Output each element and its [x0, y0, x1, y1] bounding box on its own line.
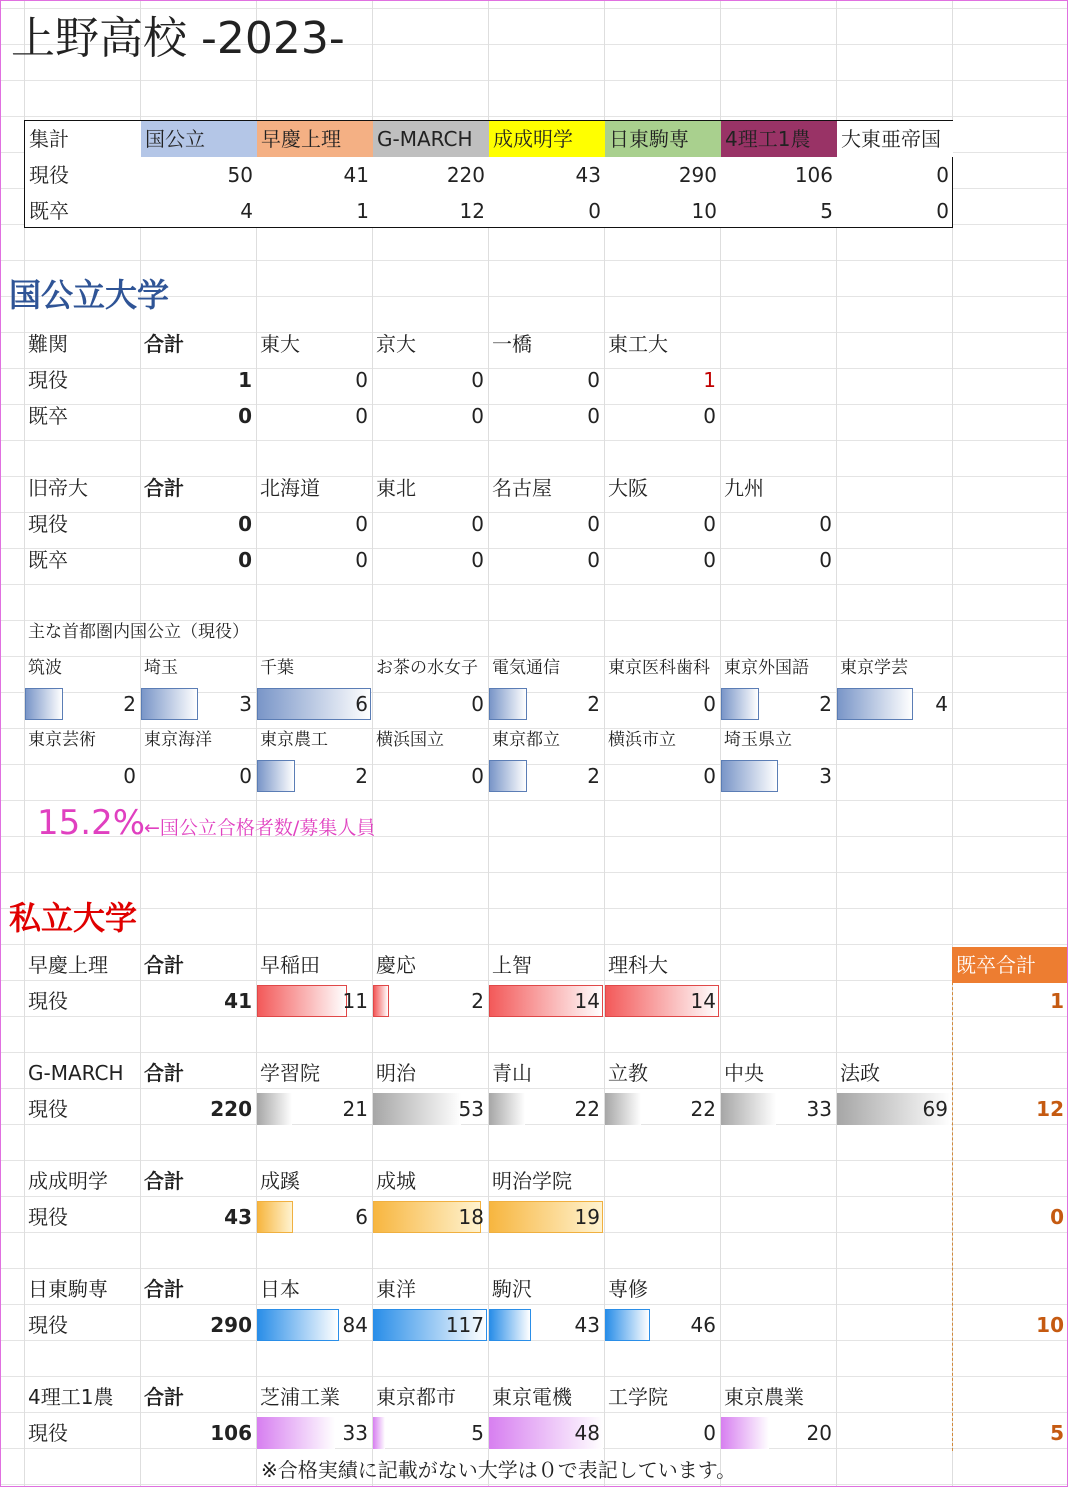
private-school-name: 東京農業: [724, 1385, 804, 1409]
private-school-bar: [257, 1093, 292, 1125]
private-groups: [1, 1, 1067, 1486]
private-school-name: 東洋: [376, 1277, 416, 1301]
metro-school-value: 0: [703, 692, 716, 716]
private-school-value: 84: [342, 1313, 368, 1337]
metro-school-value: 2: [123, 692, 136, 716]
private-school-bar: [257, 1201, 293, 1233]
kyuteidai-value: 0: [587, 548, 600, 572]
private-school-cell: [604, 983, 720, 1019]
summary-header-cell: G-MARCH: [373, 121, 489, 157]
private-school-cell: [604, 1415, 720, 1451]
private-total: 106: [210, 1421, 252, 1445]
private-school-name: 青山: [492, 1061, 532, 1085]
summary-header-cell: 早慶上理: [257, 121, 373, 157]
private-row-label: 現役: [28, 1205, 68, 1229]
metro-school-value: 0: [123, 764, 136, 788]
private-total: 290: [210, 1313, 252, 1337]
private-school-name: 理科大: [608, 953, 668, 977]
nankan-header-cell: 難関: [28, 332, 68, 356]
nankan-header-cell: 合計: [144, 332, 184, 356]
kyuteidai-header-cell: 名古屋: [492, 476, 552, 500]
metro-school-value: 3: [239, 692, 252, 716]
private-school-cell: [488, 1199, 604, 1235]
private-school-cell: [488, 1091, 604, 1127]
private-school-name: 中央: [724, 1061, 764, 1085]
private-school-value: 19: [574, 1205, 600, 1229]
summary-header-cell: 集計: [25, 121, 141, 157]
summary-header-cell: 4理工1農: [721, 121, 837, 157]
kyuteidai-value: 0: [703, 512, 716, 536]
nankan-header-cell: 京大: [376, 332, 416, 356]
private-school-cell: [604, 1091, 720, 1127]
nankan-value: 1: [703, 368, 716, 392]
private-school-bar: [257, 985, 347, 1017]
metro-school-name: 横浜国立: [376, 730, 444, 750]
nankan-value: 0: [587, 368, 600, 392]
nankan-header-cell: 東大: [260, 332, 300, 356]
private-school-name: 工学院: [608, 1385, 668, 1409]
private-row-label: 現役: [28, 989, 68, 1013]
kisotsu-total: 5: [1050, 1421, 1064, 1445]
private-school-cell: [256, 1091, 372, 1127]
metro-school-name: 東京芸術: [28, 730, 96, 750]
private-school-name: 駒沢: [492, 1277, 532, 1301]
summary-header-cell: 大東亜帝国: [837, 121, 953, 157]
private-school-name: 立教: [608, 1061, 648, 1085]
private-school-value: 21: [342, 1097, 368, 1121]
private-school-bar: [373, 1093, 461, 1125]
private-school-value: 14: [574, 989, 600, 1013]
private-group-name: 成成明学: [28, 1169, 108, 1193]
private-school-value: 18: [458, 1205, 484, 1229]
private-total: 41: [224, 989, 252, 1013]
private-school-cell: [372, 1199, 488, 1235]
metro-school-value: 2: [587, 764, 600, 788]
private-school-value: 14: [690, 989, 716, 1013]
summary-cell: 10: [691, 199, 717, 223]
summary-header-cell: 国公立: [141, 121, 257, 157]
private-school-name: 上智: [492, 953, 532, 977]
private-school-name: 早稲田: [260, 953, 320, 977]
private-school-cell: [836, 1091, 952, 1127]
private-school-cell: [488, 983, 604, 1019]
private-school-cell: [372, 1415, 488, 1451]
private-school-name: 法政: [840, 1061, 880, 1085]
kyuteidai-value: 0: [587, 512, 600, 536]
private-school-value: 20: [806, 1421, 832, 1445]
nankan-row-label: 既卒: [28, 404, 68, 428]
metro-school-name: 東京医科歯科: [608, 658, 710, 678]
private-total-label: 合計: [144, 1385, 184, 1409]
metro-school-name: 埼玉: [144, 658, 178, 678]
metro-school-name: 東京海洋: [144, 730, 212, 750]
private-school-value: 46: [690, 1313, 716, 1337]
private-school-value: 5: [471, 1421, 484, 1445]
public-section-title: 国公立大学: [9, 276, 170, 314]
summary-cell: 0: [588, 199, 601, 223]
private-group-name: 早慶上理: [28, 953, 108, 977]
metro-school-name: 筑波: [28, 658, 62, 678]
kyuteidai-value: 0: [355, 512, 368, 536]
metro-school-name: 千葉: [260, 658, 294, 678]
kyuteidai-value: 0: [703, 548, 716, 572]
kyuteidai-header-cell: 北海道: [260, 476, 320, 500]
metro-school-value: 4: [935, 692, 948, 716]
private-group-name: 日東駒専: [28, 1277, 108, 1301]
metro-school-value: 0: [471, 692, 484, 716]
summary-header-cell: 成成明学: [489, 121, 605, 157]
kyuteidai-header-cell: 東北: [376, 476, 416, 500]
summary-cell: 106: [794, 163, 833, 187]
metro-school-name: 東京外国語: [724, 658, 809, 678]
summary-row-label: 既卒: [29, 199, 69, 223]
private-total: 43: [224, 1205, 252, 1229]
private-school-value: 53: [458, 1097, 484, 1121]
public-ratio-note: ←国公立合格者数/募集人員: [144, 817, 376, 839]
page-title: 上野高校 -2023-: [11, 13, 345, 64]
kisotsu-total: 10: [1036, 1313, 1064, 1337]
summary-cell: 5: [820, 199, 833, 223]
private-school-cell: [372, 1307, 488, 1343]
summary-cell: 43: [575, 163, 601, 187]
kisotsu-total: 0: [1050, 1205, 1064, 1229]
summary-cell: 0: [936, 163, 949, 187]
metro-school-name: 東京農工: [260, 730, 328, 750]
metro-school-name: 電気通信: [492, 658, 560, 678]
metro-school-value: 0: [703, 764, 716, 788]
private-school-value: 48: [574, 1421, 600, 1445]
summary-cell: 0: [936, 199, 949, 223]
metro-school-value: 6: [355, 692, 368, 716]
kyuteidai-value: 0: [819, 548, 832, 572]
metro-school-value: 2: [587, 692, 600, 716]
metro-school-value: 3: [819, 764, 832, 788]
kyuteidai-header-cell: 大阪: [608, 476, 648, 500]
private-school-value: 117: [445, 1313, 484, 1337]
nankan-value: 0: [355, 404, 368, 428]
nankan-value: 0: [587, 404, 600, 428]
summary-cell: 1: [356, 199, 369, 223]
private-school-name: 明治学院: [492, 1169, 572, 1193]
private-school-name: 成蹊: [260, 1169, 300, 1193]
metro-school-value: 0: [471, 764, 484, 788]
kyuteidai-value: 0: [471, 548, 484, 572]
private-school-cell: [256, 1199, 372, 1235]
nankan-value: 0: [471, 368, 484, 392]
private-row-label: 現役: [28, 1421, 68, 1445]
private-total-label: 合計: [144, 1169, 184, 1193]
private-school-name: 成城: [376, 1169, 416, 1193]
private-school-value: 0: [703, 1421, 716, 1445]
private-school-value: 22: [574, 1097, 600, 1121]
nankan-total: 0: [238, 404, 252, 428]
kyuteidai-total: 0: [238, 548, 252, 572]
private-school-bar: [721, 1093, 776, 1125]
private-school-value: 22: [690, 1097, 716, 1121]
public-ratio-value: 15.2%: [37, 803, 146, 843]
private-total: 220: [210, 1097, 252, 1121]
metro-school-name: 東京学芸: [840, 658, 908, 678]
private-school-value: 11: [342, 989, 368, 1013]
private-total-label: 合計: [144, 1061, 184, 1085]
kyuteidai-value: 0: [819, 512, 832, 536]
nankan-total: 1: [238, 368, 252, 392]
kyuteidai-header-cell: 旧帝大: [28, 476, 88, 500]
private-row-label: 現役: [28, 1097, 68, 1121]
summary-row-label: 現役: [29, 163, 69, 187]
private-school-cell: [256, 1415, 372, 1451]
private-school-bar: [257, 1309, 339, 1341]
kyuteidai-value: 0: [355, 548, 368, 572]
private-school-bar: [489, 1309, 531, 1341]
footnote: ※合格実績に記載がない大学は０で表記しています。: [261, 1458, 737, 1482]
private-school-cell: [256, 983, 372, 1019]
private-school-bar: [605, 1093, 641, 1125]
metro-school-value: 0: [239, 764, 252, 788]
private-school-bar: [605, 1309, 650, 1341]
nankan-value: 0: [703, 404, 716, 428]
metro-school-name: 埼玉県立: [724, 730, 792, 750]
nankan-header-cell: 一橋: [492, 332, 532, 356]
private-school-cell: [604, 1307, 720, 1343]
private-school-name: 東京都市: [376, 1385, 456, 1409]
metro-school-name: 東京都立: [492, 730, 560, 750]
metro-school-name: お茶の水女子: [376, 658, 478, 678]
kisotsu-header: 既卒合計: [952, 947, 1068, 983]
metro-section-title: 主な首都圏内国公立（現役）: [28, 622, 249, 642]
summary-header-cell: 日東駒専: [605, 121, 721, 157]
private-school-bar: [373, 1417, 385, 1449]
private-school-name: 専修: [608, 1277, 648, 1301]
private-school-bar: [373, 985, 389, 1017]
private-school-cell: [256, 1307, 372, 1343]
private-total-label: 合計: [144, 953, 184, 977]
private-school-name: 東京電機: [492, 1385, 572, 1409]
nankan-value: 0: [355, 368, 368, 392]
summary-cell: 4: [240, 199, 253, 223]
kyuteidai-header-cell: 九州: [724, 476, 764, 500]
summary-cell: 41: [343, 163, 369, 187]
nankan-header-cell: 東工大: [608, 332, 668, 356]
kyuteidai-header-cell: 合計: [144, 476, 184, 500]
private-school-value: 2: [471, 989, 484, 1013]
kyuteidai-row-label: 既卒: [28, 548, 68, 572]
private-school-name: 慶応: [376, 953, 416, 977]
summary-cell: 12: [459, 199, 485, 223]
private-school-cell: [488, 1415, 604, 1451]
summary-cell: 50: [227, 163, 253, 187]
metro-school-value: 2: [819, 692, 832, 716]
private-group-name: G-MARCH: [28, 1061, 124, 1085]
kyuteidai-row-label: 現役: [28, 512, 68, 536]
nankan-value: 0: [471, 404, 484, 428]
private-school-bar: [257, 1417, 335, 1449]
private-school-name: 学習院: [260, 1061, 320, 1085]
private-school-cell: [720, 1415, 836, 1451]
private-group-name: 4理工1農: [28, 1385, 114, 1409]
private-school-name: 日本: [260, 1277, 300, 1301]
nankan-row-label: 現役: [28, 368, 68, 392]
metro-school-value: 2: [355, 764, 368, 788]
private-school-bar: [489, 1093, 525, 1125]
kyuteidai-value: 0: [471, 512, 484, 536]
private-school-value: 33: [806, 1097, 832, 1121]
private-section-title: 私立大学: [9, 899, 138, 937]
private-school-cell: [372, 983, 488, 1019]
private-school-value: 6: [355, 1205, 368, 1229]
private-school-value: 43: [574, 1313, 600, 1337]
private-total-label: 合計: [144, 1277, 184, 1301]
metro-school-name: 横浜市立: [608, 730, 676, 750]
private-school-cell: [720, 1091, 836, 1127]
private-school-cell: [372, 1091, 488, 1127]
kyuteidai-total: 0: [238, 512, 252, 536]
private-school-value: 69: [922, 1097, 948, 1121]
private-school-name: 明治: [376, 1061, 416, 1085]
kisotsu-total: 12: [1036, 1097, 1064, 1121]
private-school-name: 芝浦工業: [260, 1385, 340, 1409]
kisotsu-total: 1: [1050, 989, 1064, 1013]
private-school-value: 33: [342, 1421, 368, 1445]
private-school-bar: [721, 1417, 769, 1449]
private-school-cell: [488, 1307, 604, 1343]
private-row-label: 現役: [28, 1313, 68, 1337]
summary-cell: 290: [678, 163, 717, 187]
summary-cell: 220: [446, 163, 485, 187]
